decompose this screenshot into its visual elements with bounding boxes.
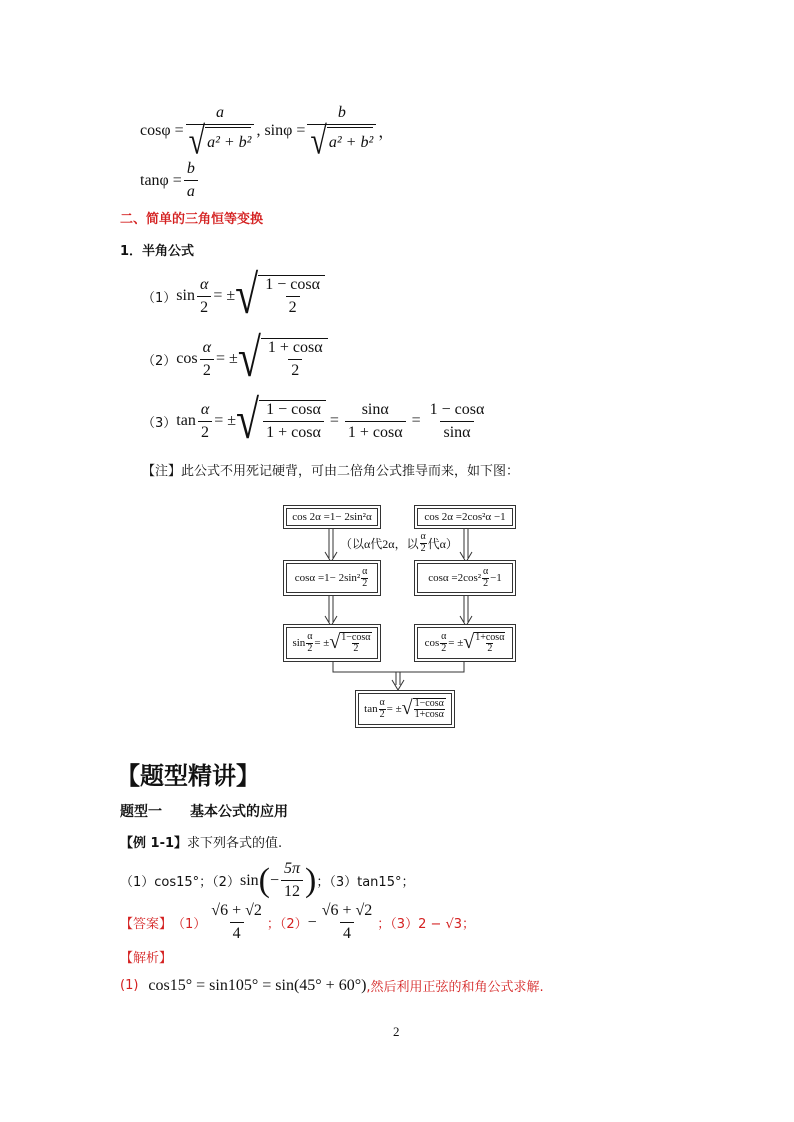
section-title: 二、简单的三角恒等变换 [120,212,264,227]
two: 2 [420,542,426,554]
two: 2 [307,642,313,654]
substitution-text: （以α代2α，以 [340,536,419,551]
alpha: α [362,566,368,577]
box-cos2a-cos [414,505,516,529]
pm: = ± [314,637,330,649]
item-1: （1） [142,290,177,306]
problem-1: （1）cos15°；（2） [120,875,240,890]
box-cosa-sin [283,560,381,596]
answer-2-sign: − [307,913,317,931]
eq: = [329,412,339,429]
answer-frac-num: √6 + √2 [211,902,262,919]
den: 1 + cosα [345,421,406,442]
tan-label: tan [176,412,196,429]
pm: = ± [213,287,236,304]
item-3: （3） [142,415,177,431]
two: 2 [362,577,368,589]
half-angle-cos: （2） cos $\frac{\alpha}{2}$ = ± √ $\frac{1 + \cos\alpha}{2}$ [142,338,328,380]
numerator-a: a [216,104,225,121]
frac-num: 5π [284,860,301,877]
box-cosa-cos [414,560,516,596]
num: sinα [361,400,389,418]
box4-right: −1 [490,572,502,584]
item-2: （2） [142,353,177,369]
answer-frac-den: 4 [230,922,244,943]
page-number: 2 [393,1024,400,1039]
den: 1 + cosα [263,421,324,442]
half-angle-sin: （1） sin $\frac{\alpha}{2}$ = ± √ $\frac{1 - \cos\alpha}{2}$ [142,275,325,317]
den: 2 [487,643,493,654]
answer-1-num: （1） [172,917,207,932]
problem-3: ；（3）tan15°； [316,875,415,890]
box2-text: cos 2α =2cos²α −1 [424,511,506,523]
alpha: α [200,400,210,418]
answer-frac-den-2: 4 [340,922,354,943]
alpha: α [420,531,426,542]
answer-3: ；（3）2 − √3； [377,917,476,932]
sin-phi-label: , sinφ = [256,121,306,139]
example-label: 【例 1-1】 [120,836,188,851]
num: 1 − cosα [266,401,321,418]
denominator-sqrt-2: a² + b² [327,127,373,157]
solution-expr: cos15° = sin105° = sin(45° + 60°) [148,976,367,994]
den-2: 2 [286,296,300,317]
two: 2 [379,708,385,720]
page-heading: 【题型精讲】 [116,762,260,790]
box6-label: cos [424,637,440,649]
alpha: α [199,275,209,293]
comma: ， [378,124,395,141]
sin-phi-fraction: b √ a² + b² [307,104,376,157]
alpha: α [482,566,489,577]
num-1+cos: 1 + cosα [267,339,323,356]
two: 2 [197,296,211,317]
box1-text: cos 2α =1− 2sin²α [292,511,372,523]
pm: = ± [214,412,237,429]
frac-den: 12 [281,880,303,901]
answer-label: 【答案】 [120,917,173,932]
tan-den: a [184,180,198,201]
den: sinα [440,421,473,442]
box7-label: tan [364,703,378,715]
num-1-cos: 1 − cosα [265,276,320,293]
alpha: α [441,631,447,642]
two: 2 [198,421,212,442]
denominator-sqrt: a² + b² [205,127,251,157]
note: 【注】此公式不用死记硬背，可由二倍角公式推导而来，如下图： [142,464,520,479]
substitution-note [340,532,458,554]
num: 1−cosα [414,697,444,709]
pm: = ± [448,637,464,649]
half-angle-tan: （3） tan $\frac{\alpha}{2}$ = ± √ $\frac{1 - \cos\alpha}{1 + \cos\alpha}$ = $\frac{\sin\alpha}{1 + \cos\alpha}$ = $\frac{1 - \cos\alpha}{\sin\alpha}$ [142,400,489,442]
cos-phi-fraction: a √ a² + b² [186,104,255,157]
answer [120,902,475,943]
problems: （1）cos15°；（2） sin ( − $\frac{5\pi}{12}$ ) ；（3）tan15°； [120,860,415,900]
box-sin-half: sin $\frac{\alpha}{2}$ = ± √ $\frac{1-\cos\alpha}{2}$ [283,624,381,662]
box-cos2a-sin [283,505,381,529]
pm: = ± [386,703,402,715]
alpha: α [379,697,385,708]
solution-num: (1) [120,978,139,993]
answer-frac-num-2: √6 + √2 [321,902,373,919]
example [120,832,282,851]
eq: = [411,412,421,429]
type-title: 题型一 基本公式的应用 [120,804,288,820]
alpha: α [202,338,212,356]
box-tan-half: tan $\frac{\alpha}{2}$ = ± √ $\frac{1-\cos\alpha}{1+\cos\alpha}$ [355,690,455,728]
pm: = ± [216,350,238,367]
den: 2 [353,643,359,654]
tan-num: b [186,160,195,177]
two: 2 [200,359,214,380]
example-text: 求下列各式的值. [187,836,283,851]
box4-text: cosα =2cos² [428,572,482,584]
cos-label: cos [176,350,198,367]
den-2: 2 [288,359,302,380]
solution-line [120,976,544,995]
two: 2 [483,577,489,589]
problem-2-sin: sin [239,871,259,889]
analysis-label: 【解析】 [120,951,173,966]
num: 1−cosα [341,631,371,643]
den: 1+cosα [414,709,444,720]
alpha: α [307,631,313,642]
answer-2-num: ；（2） [266,917,308,932]
two: 2 [441,642,447,654]
box3-text: cosα =1− 2sin² [294,572,361,584]
solution-text: ,然后利用正弦的和角公式求解. [366,980,544,995]
subsection-title: 1．半角公式 [120,244,195,259]
tan-phi-label: tanφ = [140,171,182,189]
num: 1+cosα [475,631,505,643]
substitution-tail: 代α） [427,536,458,551]
box5-label: sin [292,637,306,649]
sin-label: sin [176,287,195,304]
box-cos-half: cos $\frac{\alpha}{2}$ = ± √ $\frac{1+\cos\alpha}{2}$ [414,624,516,662]
cos-phi-label: cosφ = [140,121,184,139]
num: 1 − cosα [429,400,485,418]
numerator-b: b [337,104,346,121]
